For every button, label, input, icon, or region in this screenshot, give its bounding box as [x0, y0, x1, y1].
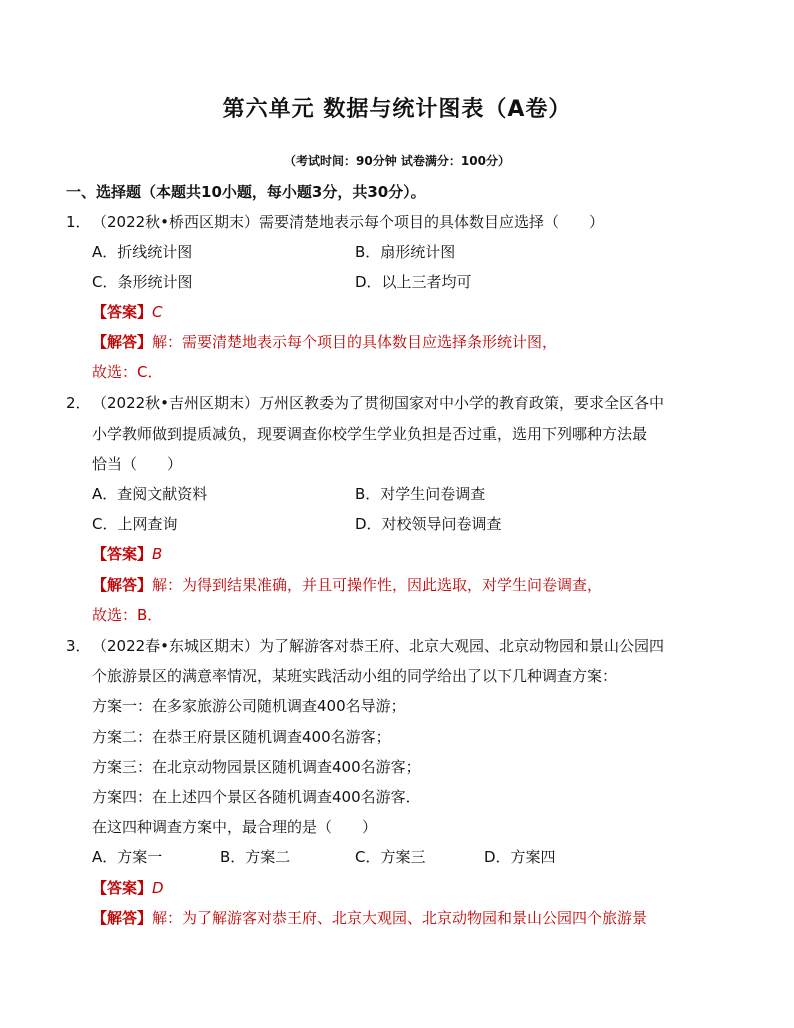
plan-four: 方案四：在上述四个景区各随机调查400名游客．: [92, 788, 421, 806]
solution-text: 解：为了解游客对恭王府、北京大观园、北京动物园和景山公园四个旅游景: [152, 909, 648, 927]
question-text: 恰当（ ）: [92, 455, 183, 473]
question-text: （2022秋•吉州区期末）万州区教委为了贯彻国家对中小学的教育政策，要求全区各中: [92, 394, 665, 412]
solution-tag: 【解答】: [92, 576, 153, 594]
option-b: B．扇形统计图: [355, 243, 456, 261]
answer-tag: 【答案】: [92, 303, 153, 321]
answer-value: B: [152, 545, 163, 563]
answer-value: D: [152, 879, 164, 897]
option-d: D．方案四: [484, 848, 556, 866]
answer-line: [92, 878, 164, 898]
solution-tag: 【解答】: [92, 333, 153, 351]
solution-line: [92, 575, 602, 595]
question-text: （2022秋•桥西区期末）需要清楚地表示每个项目的具体数目应选择（ ）: [92, 213, 605, 231]
question-number: 2．: [66, 394, 91, 412]
option-b: B．对学生问卷调查: [355, 485, 486, 503]
answer-value: C: [152, 303, 163, 321]
option-a: A．方案一: [92, 848, 163, 866]
question-number: 3．: [66, 637, 91, 655]
solution-conclusion: 故选：B．: [92, 606, 163, 624]
question-number: 1．: [66, 213, 91, 231]
plan-two: 方案二：在恭王府景区随机调查400名游客；: [92, 728, 391, 746]
page-title: 第六单元 数据与统计图表（A卷）: [222, 97, 572, 122]
option-a: A．折线统计图: [92, 243, 193, 261]
answer-line: [92, 302, 163, 322]
option-c: C．条形统计图: [92, 273, 193, 291]
solution-text: 解：为得到结果准确，并且可操作性，因此选取，对学生问卷调查，: [152, 576, 603, 594]
section-title: 一、选择题（本题共10小题，每小题3分，共30分）。: [66, 183, 426, 201]
option-c: C．方案三: [355, 848, 426, 866]
answer-tag: 【答案】: [92, 879, 153, 897]
solution-line: [92, 332, 557, 352]
option-a: A．查阅文献资料: [92, 485, 208, 503]
question-text: （2022春•东城区期末）为了解游客对恭王府、北京大观园、北京动物园和景山公园四: [92, 637, 665, 655]
exam-info: （考试时间：90分钟 试卷满分：100分）: [284, 154, 510, 168]
option-d: D．以上三者均可: [355, 273, 472, 291]
answer-tag: 【答案】: [92, 545, 153, 563]
solution-conclusion: 故选：C．: [92, 363, 163, 381]
solution-text: 解：需要清楚地表示每个项目的具体数目应选择条形统计图，: [152, 333, 558, 351]
question-text: 个旅游景区的满意率情况，某班实践活动小组的同学给出了以下几种调查方案：: [92, 667, 618, 685]
option-b: B．方案二: [220, 848, 291, 866]
plan-one: 方案一：在多家旅游公司随机调查400名导游；: [92, 697, 406, 715]
answer-line: [92, 544, 162, 564]
solution-line: [92, 908, 647, 928]
option-d: D．对校领导问卷调查: [355, 515, 502, 533]
question-text: 小学教师做到提质减负，现要调查你校学生学业负担是否过重，选用下列哪种方法最: [92, 425, 648, 443]
option-c: C．上网查询: [92, 515, 178, 533]
plan-three: 方案三：在北京动物园景区随机调查400名游客；: [92, 758, 421, 776]
question-prompt: 在这四种调查方案中，最合理的是（ ）: [92, 818, 378, 836]
solution-tag: 【解答】: [92, 909, 153, 927]
